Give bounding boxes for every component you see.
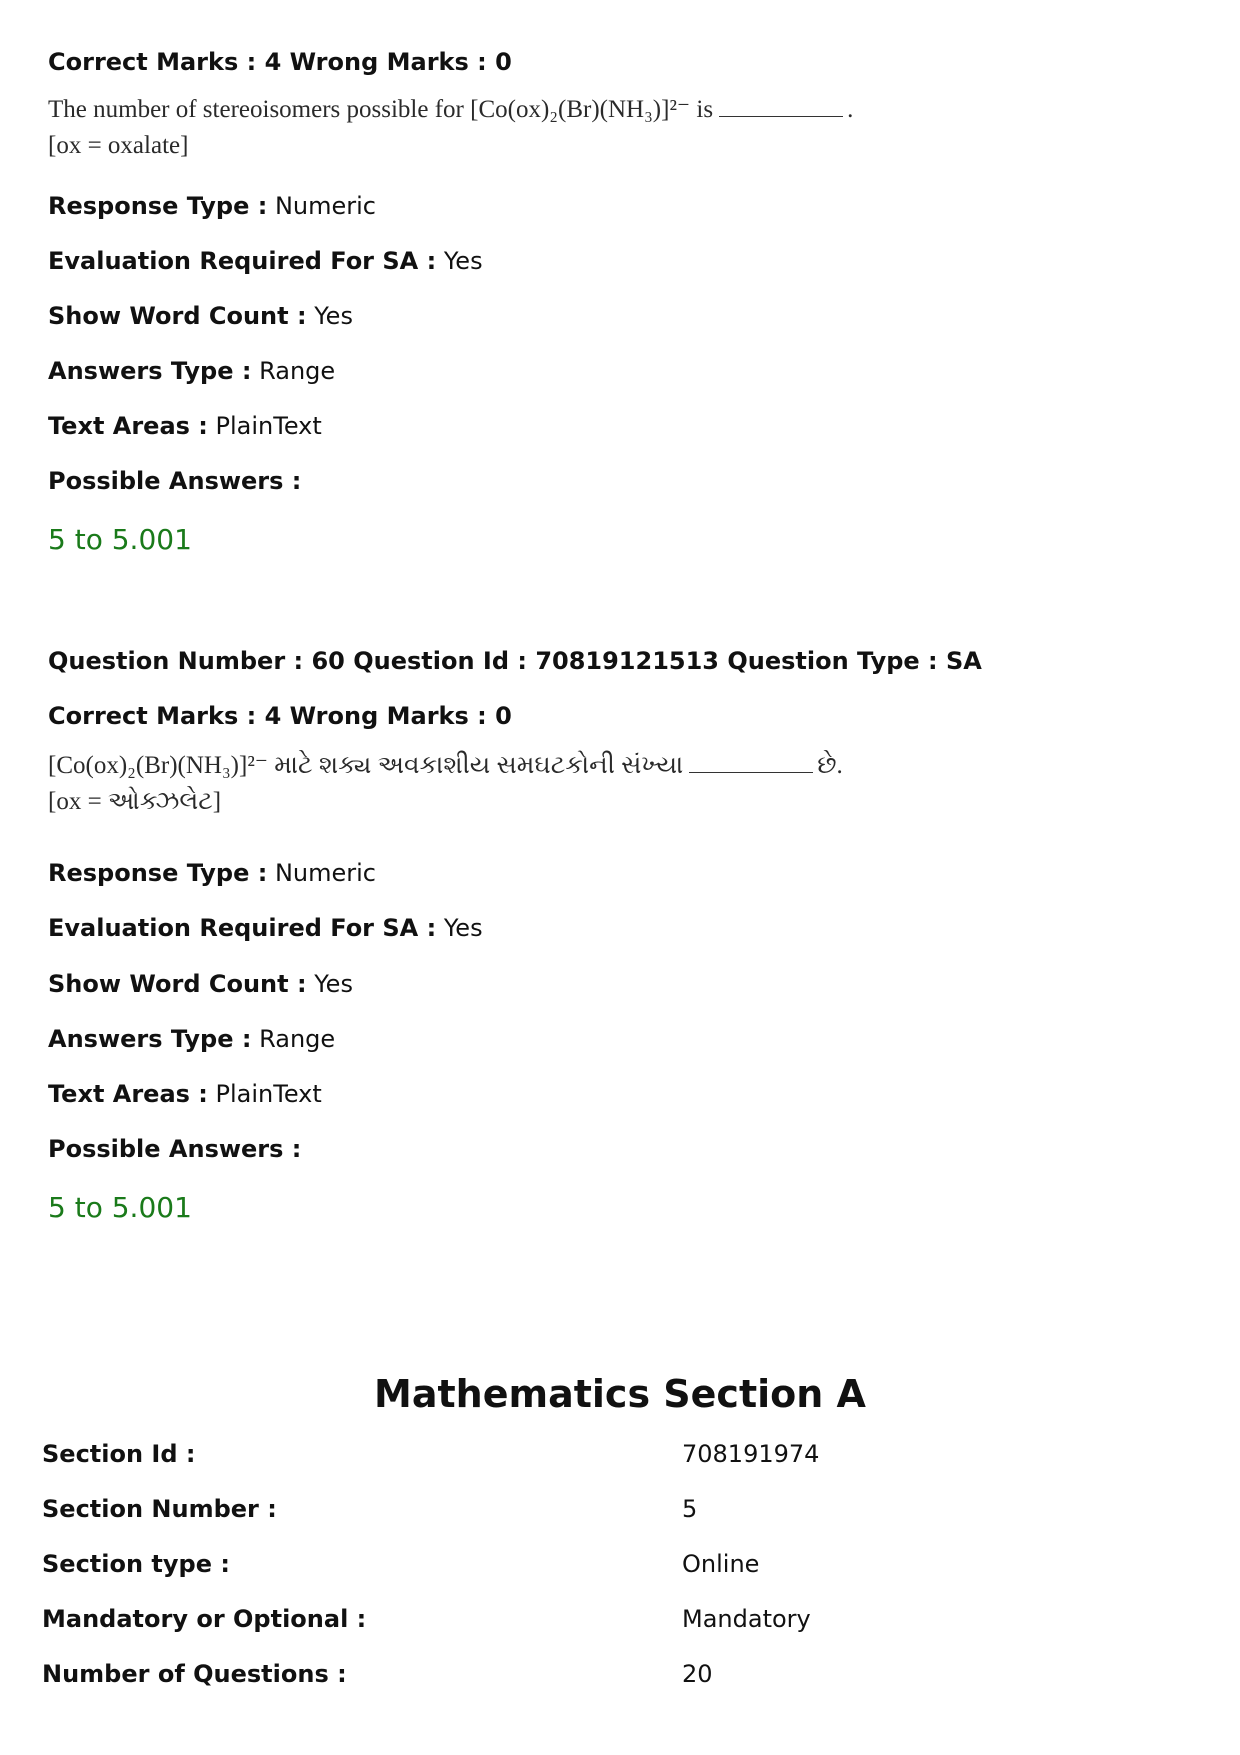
q59-possible-value: 5 to 5.001 [48,523,192,556]
q59-answer-blank [719,94,843,117]
section-questions-value: 20 [682,1660,713,1688]
q59-question-suffix: . [847,96,854,123]
q59-response-type-label: Response Type : [48,192,268,220]
q60-word-count [48,968,1148,1000]
q60-text-areas [48,1078,1148,1110]
q59-answers-type [48,355,1148,387]
q59-possible-value-wrap [48,522,1148,558]
q59-text-areas-label: Text Areas : [48,412,208,440]
q59-possible-answers [48,465,1148,497]
q60-possible-answers [48,1133,1148,1165]
section-number-value: 5 [682,1495,698,1523]
q60-possible-label: Possible Answers : [48,1135,302,1163]
q59-word-count [48,300,1148,332]
q60-question-formula: [Co(ox)₂(Br)(NH₃)]²⁻ [48,752,269,779]
q60-question-mid: માટે શક્ય અવકાશીય સમઘટકોની સંખ્યા [274,752,684,779]
q59-answers-type-label: Answers Type : [48,357,252,385]
q60-header [48,645,1148,677]
q60-answers-type [48,1023,1148,1055]
q59-response-type [48,190,1148,222]
q59-possible-label: Possible Answers : [48,467,302,495]
q59-marks [48,46,1148,78]
q60-answers-type-label: Answers Type : [48,1025,252,1053]
section-type-value: Online [682,1550,760,1578]
q59-evaluation [48,245,1148,277]
q59-question-line2: [ox = oxalate] [48,132,189,159]
q60-question-line2: [ox = ઓક્ઝલેટ] [48,788,222,815]
q60-word-count-value: Yes [314,970,353,998]
q59-question-line1 [48,92,1148,128]
q60-answers-type-value: Range [259,1025,336,1053]
q59-evaluation-value: Yes [443,247,483,275]
section-questions-label: Number of Questions : [42,1660,347,1688]
q60-marks-label: Correct Marks : 4 Wrong Marks : 0 [48,702,512,730]
q60-response-type [48,857,1148,889]
section-id-value: 708191974 [682,1440,820,1468]
q59-evaluation-label: Evaluation Required For SA : [48,247,437,275]
section-mandatory-value: Mandatory [682,1605,811,1633]
q59-response-type-value: Numeric [274,192,376,220]
q60-possible-value: 5 to 5.001 [48,1191,192,1224]
q59-word-count-value: Yes [314,302,353,330]
q60-evaluation-value: Yes [443,914,483,942]
q59-question-prefix: The number of stereoisomers possible for [48,96,464,123]
section-title: Mathematics Section A [374,1372,866,1416]
q60-response-type-label: Response Type : [48,859,268,887]
q60-possible-value-wrap [48,1190,1148,1226]
q59-question [48,92,1148,164]
section-id-label: Section Id : [42,1440,196,1468]
q60-text-areas-label: Text Areas : [48,1080,208,1108]
q60-response-type-value: Numeric [274,859,376,887]
q59-word-count-label: Show Word Count : [48,302,307,330]
q60-word-count-label: Show Word Count : [48,970,307,998]
section-type-label: Section type : [42,1550,230,1578]
q59-text-areas-value: PlainText [215,412,322,440]
section-number-label: Section Number : [42,1495,277,1523]
q59-answers-type-value: Range [259,357,336,385]
q60-question [48,748,1148,820]
q60-header-text: Question Number : 60 Question Id : 70819121513 Question Type : SA [48,647,982,675]
q60-evaluation-label: Evaluation Required For SA : [48,914,437,942]
section-mandatory-label: Mandatory or Optional : [42,1605,367,1633]
q60-question-suffix: છે. [817,752,843,779]
q60-marks [48,700,1148,732]
q60-text-areas-value: PlainText [215,1080,322,1108]
q59-text-areas [48,410,1148,442]
q59-marks-label: Correct Marks : 4 Wrong Marks : 0 [48,48,512,76]
q59-question-mid: is [696,96,714,123]
q60-answer-blank [689,750,813,773]
q60-question-line1 [48,748,1148,784]
q60-evaluation [48,912,1148,944]
q59-question-formula: [Co(ox)₂(Br)(NH₃)]²⁻ [470,96,691,123]
